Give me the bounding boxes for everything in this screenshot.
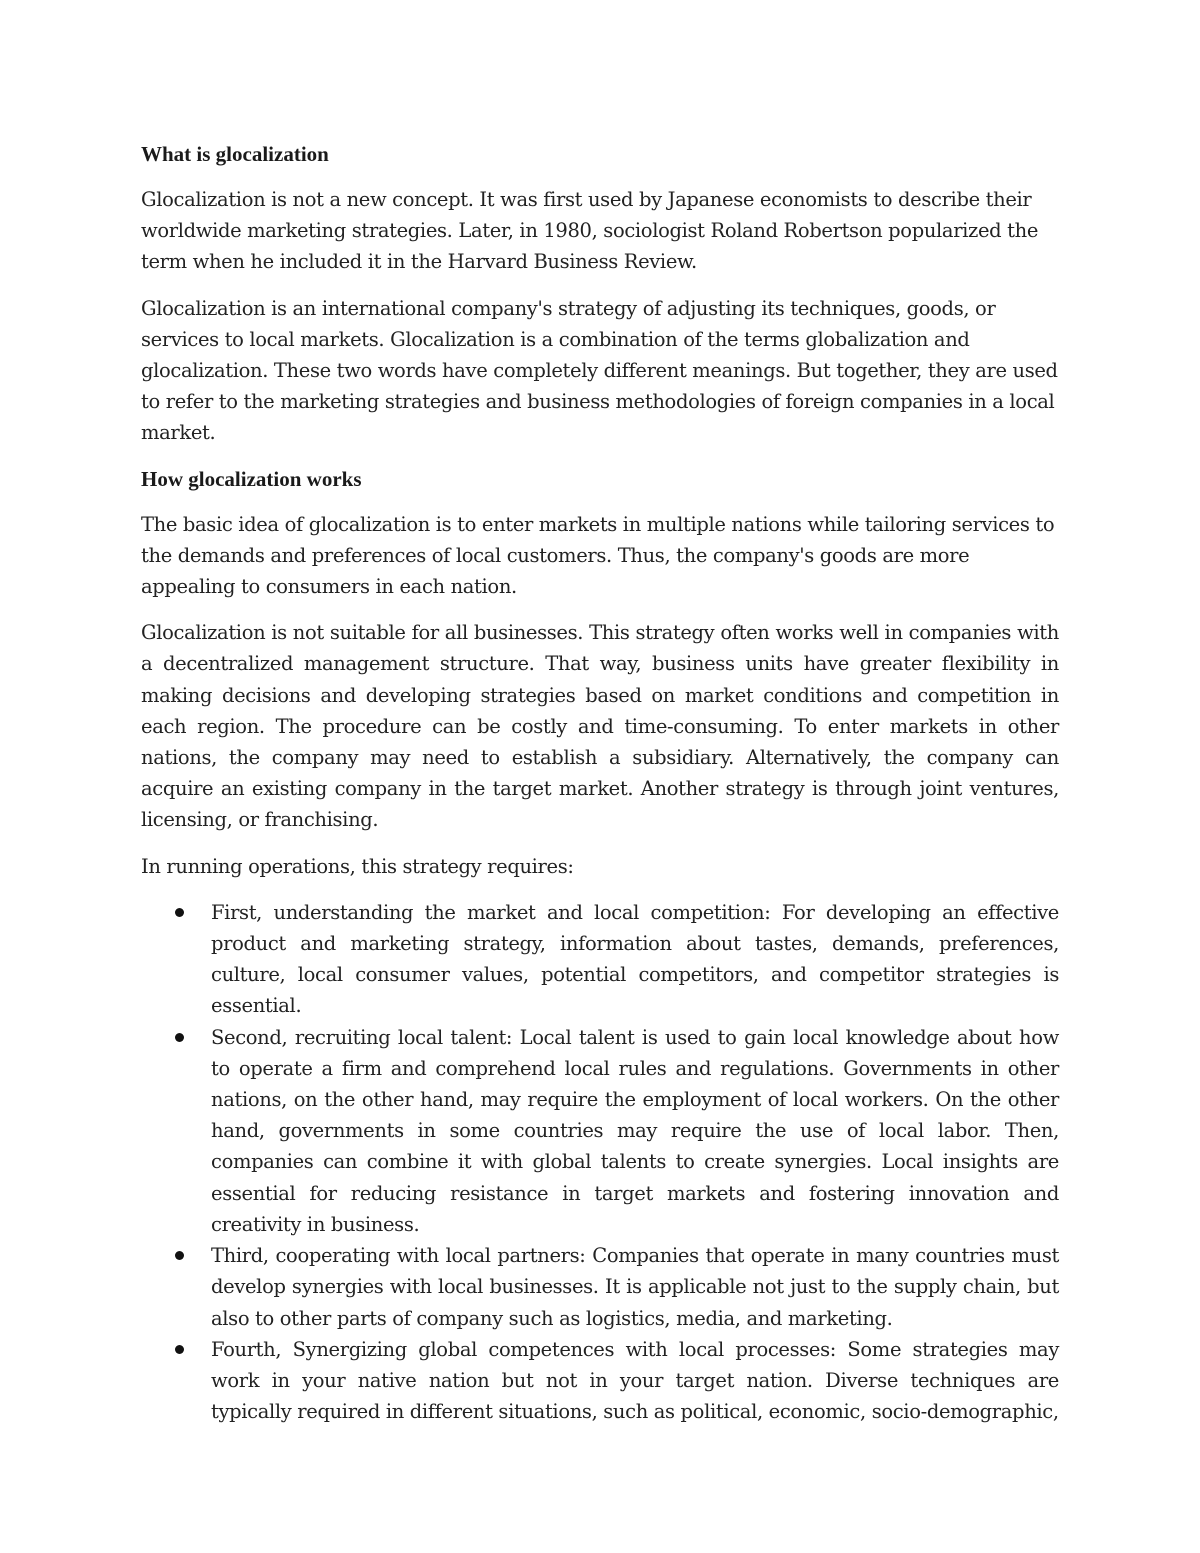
paragraph-definition-origin: Glocalization is not a new concept. It was first used by Japanese economists to describe their worldwide marketing strategies. Later, in 1980, sociologist Roland Robertson popularized the term when he included it in the Harvard Business Review. (141, 188, 1039, 274)
list-item-text: First, understanding the market and local competition: For developing an effective product and marketing strategy, information about tastes, demands, preferences, culture, local consumer values, potential competitors, and competitor strategies is essential. (211, 900, 1059, 1018)
list-item-text: Second, recruiting local talent: Local talent is used to gain local knowledge about how to operate a firm and comprehend local rules and regulations. Governments in other nations, on the other hand, may require the employment of local workers. On the other hand, governments in some countries may require the use of local labor. Then, companies can combine it with global talents to create synergies. Local insights are essential for reducing resistance in target markets and fostering innovation and creativity in business. (211, 1025, 1059, 1236)
section-heading-what-is: What is glocalization (141, 142, 329, 166)
list-item (211, 1022, 1059, 1240)
bullet-icon (175, 908, 184, 917)
bullet-icon (175, 1033, 184, 1042)
list-item (211, 1240, 1059, 1334)
list-item (211, 897, 1059, 1022)
requirements-list (141, 897, 1059, 1427)
paragraph-suitability: Glocalization is not suitable for all businesses. This strategy often works well in companies with a decentralized management structure. That way, business units have greater flexibility in making decisions and developing strategies based on market conditions and competition in each region. The procedure can be costly and time-consuming. To enter markets in other nations, the company may need to establish a subsidiary. Alternatively, the company can acquire an existing company in the target market. Another strategy is through joint ventures, licensing, or franchising. (141, 621, 1059, 832)
list-item (211, 1334, 1059, 1428)
paragraph-basic-idea: The basic idea of glocalization is to enter markets in multiple nations while tailoring services to the demands and preferences of local customers. Thus, the company's goods are more appealing to consumers in each nation. (141, 512, 1055, 599)
document-page (141, 139, 1059, 1427)
bullet-icon (175, 1251, 184, 1260)
list-item-text: Third, cooperating with local partners: Companies that operate in many countries must develop synergies with local businesses. It is applicable not just to the supply chain, but also to other parts of company such as logistics, media, and marketing. (211, 1244, 1059, 1330)
section-heading-how-it-works: How glocalization works (141, 466, 362, 491)
list-item-text: Fourth, Synergizing global competences with local processes: Some strategies may work in your native nation but not in your target nation. Diverse techniques are typically required in different situations, such as political, economic, socio-demographic, (211, 1337, 1059, 1424)
bullet-icon (175, 1345, 184, 1354)
paragraph-definition-strategy: Glocalization is an international company's strategy of adjusting its techniques, goods, or services to local markets. Glocalization is a combination of the terms globalization and glocalization. These two words have completely different meanings. But together, they are used to refer to the marketing strategies and business methodologies of foreign companies in a local market. (141, 296, 1058, 445)
paragraph-requirements-intro: In running operations, this strategy requires: (141, 854, 574, 878)
